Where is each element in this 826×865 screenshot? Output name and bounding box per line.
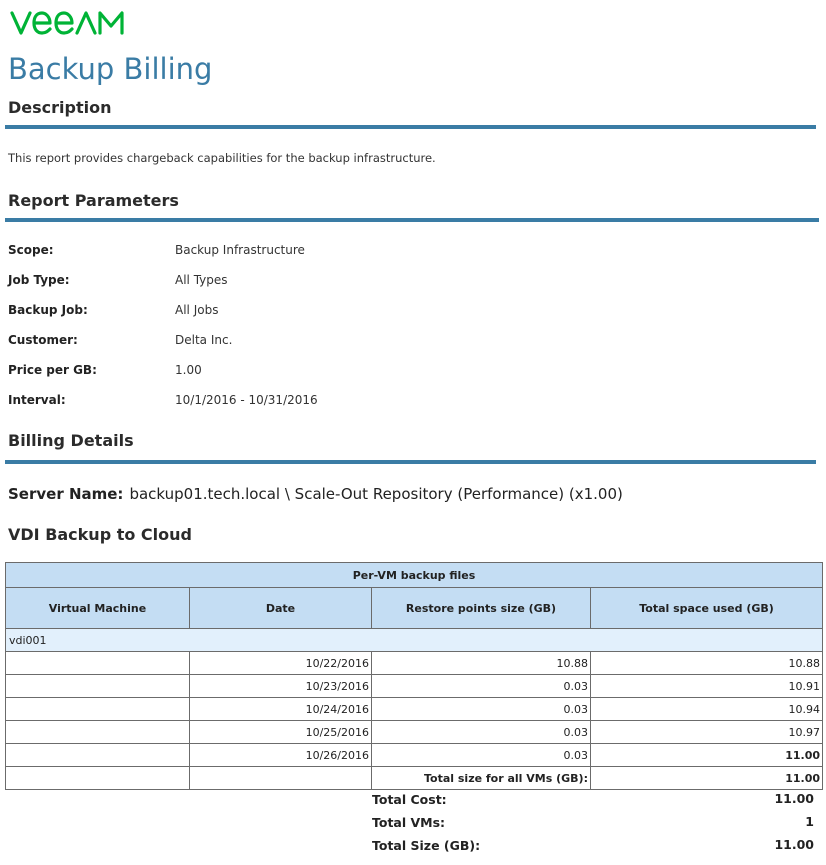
date-cell: 10/23/2016	[190, 675, 372, 698]
param-scope-value: Backup Infrastructure	[175, 243, 305, 257]
restore-cell: 0.03	[372, 744, 591, 767]
description-text: This report provides chargeback capabilities for the backup infrastructure.	[8, 151, 436, 165]
total-size-label: Total size for all VMs (GB):	[372, 767, 591, 790]
parameters-heading: Report Parameters	[8, 191, 179, 210]
param-backup-job-value: All Jobs	[175, 303, 219, 317]
date-cell: 10/25/2016	[190, 721, 372, 744]
total-cost-label: Total Cost:	[372, 792, 447, 807]
total-cell: 10.97	[591, 721, 823, 744]
veeam-logo-icon	[10, 9, 126, 37]
vm-cell	[6, 767, 190, 790]
total-vms-label: Total VMs:	[372, 815, 446, 830]
param-job-type-label: Job Type:	[8, 273, 70, 287]
total-cell: 11.00	[591, 744, 823, 767]
vm-cell	[6, 721, 190, 744]
section-divider	[5, 460, 816, 464]
total-vms-value: 1	[805, 814, 814, 829]
server-name-label: Server Name:	[8, 485, 124, 503]
table-row	[6, 744, 823, 767]
date-cell: 10/22/2016	[190, 652, 372, 675]
column-header-total: Total space used (GB)	[591, 588, 823, 629]
param-job-type-value: All Types	[175, 273, 228, 287]
billing-table	[5, 562, 823, 790]
description-heading: Description	[8, 98, 112, 117]
billing-heading: Billing Details	[8, 431, 134, 450]
restore-cell: 0.03	[372, 721, 591, 744]
param-interval-value: 10/1/2016 - 10/31/2016	[175, 393, 318, 407]
param-scope-label: Scope:	[8, 243, 54, 257]
date-cell: 10/24/2016	[190, 698, 372, 721]
restore-cell: 0.03	[372, 675, 591, 698]
column-header-restore: Restore points size (GB)	[372, 588, 591, 629]
date-cell: 10/26/2016	[190, 744, 372, 767]
section-divider	[5, 125, 816, 129]
vm-group-row	[6, 629, 823, 652]
param-interval-label: Interval:	[8, 393, 66, 407]
vm-cell	[6, 698, 190, 721]
vm-cell	[6, 652, 190, 675]
param-customer-value: Delta Inc.	[175, 333, 233, 347]
vm-group-name: vdi001	[6, 629, 823, 652]
total-cost-value: 11.00	[774, 791, 814, 806]
param-price-label: Price per GB:	[8, 363, 97, 377]
total-size-summary-value: 11.00	[774, 837, 814, 852]
table-row	[6, 652, 823, 675]
restore-cell: 0.03	[372, 698, 591, 721]
total-size-summary-label: Total Size (GB):	[372, 838, 481, 853]
table-caption-row	[6, 563, 823, 588]
total-cell: 10.88	[591, 652, 823, 675]
date-cell	[190, 767, 372, 790]
total-cell: 10.94	[591, 698, 823, 721]
param-backup-job-label: Backup Job:	[8, 303, 88, 317]
table-header-row	[6, 588, 823, 629]
vm-cell	[6, 675, 190, 698]
param-price-value: 1.00	[175, 363, 202, 377]
section-divider	[5, 218, 819, 222]
table-caption: Per-VM backup files	[6, 563, 823, 588]
column-header-date: Date	[190, 588, 372, 629]
table-total-row	[6, 767, 823, 790]
total-cell: 10.91	[591, 675, 823, 698]
server-name-value: backup01.tech.local \ Scale-Out Repository (Performance) (x1.00)	[129, 485, 623, 503]
table-row	[6, 698, 823, 721]
total-size-value: 11.00	[591, 767, 823, 790]
column-header-vm: Virtual Machine	[6, 588, 190, 629]
veeam-logo	[10, 9, 126, 37]
vm-cell	[6, 744, 190, 767]
server-name	[8, 485, 623, 503]
report-title: Backup Billing	[8, 52, 213, 86]
table-row	[6, 721, 823, 744]
restore-cell: 10.88	[372, 652, 591, 675]
param-customer-label: Customer:	[8, 333, 78, 347]
table-row	[6, 675, 823, 698]
job-title: VDI Backup to Cloud	[8, 525, 192, 544]
